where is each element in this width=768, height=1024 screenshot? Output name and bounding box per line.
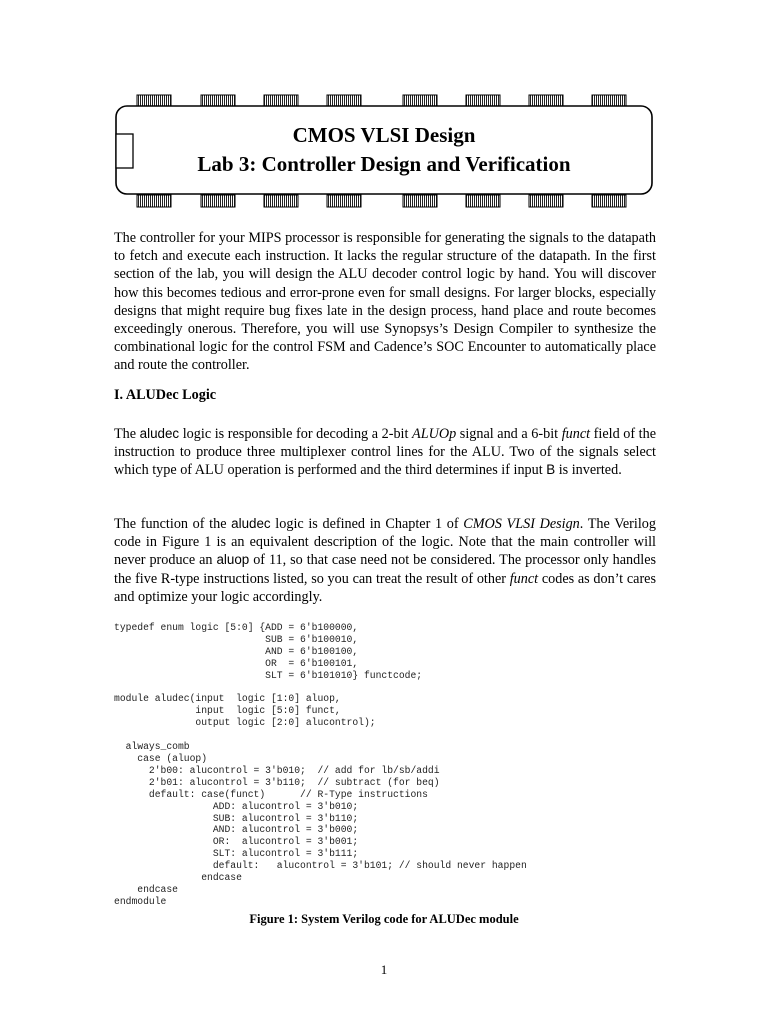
chip-pin [529, 195, 563, 207]
verilog-code-listing: typedef enum logic [5:0] {ADD = 6'b100000, SUB = 6'b100010, AND = 6'b100100, OR = 6'b100101, SLT = 6'b101010} functcode; module aludec(input logic [1:0] aluop, input logic [5:0] funct, output logic [2:0] alucontrol); always_comb case (aluop) 2'b00: alucontrol = 3'b010; // add for lb/sb/addi 2'b01: alucontrol = 3'b110; // subtract (for beq) default: case(funct) // R-Type instructions ADD: alucontrol = 3'b010; SUB: alucontrol = 3'b110; AND: alucontrol = 3'b000; OR: alucontrol = 3'b001; SLT: alucontrol = 3'b111; default: alucontrol = 3'b101; // should never happen endcase endcase endmodule [114, 622, 527, 907]
b-term: B [546, 462, 556, 478]
title-line-1: CMOS VLSI Design [292, 123, 476, 147]
book-title: CMOS VLSI Design [463, 516, 580, 532]
intro-paragraph: The controller for your MIPS processor is responsible for generating the signals to the datapath to fetch and execute each instruction. It lacks the regular structure of the datapath. In the first section of the lab, you will design the ALU decoder control logic by hand. You will discover how this becomes tedious and error-prone even for small designs. For larger blocks, especially designs that might require bug fixes late in the design process, hand place and route becomes exceedingly onerous. Therefore, you will use Synopsys’s Design Compiler to synthesize the combinational logic for the control FSM and Cadence’s SOC Encounter to automatically place and route the controller. [114, 230, 656, 374]
chip-pin [264, 195, 298, 207]
function-paragraph: The function of the aludec logic is defined in Chapter 1 of CMOS VLSI Design. The Verilog code in Figure 1 is an equivalent description of the logic. Note that the main controller will never produce an aluop of 11, so that case need not be considered. The processor only handles the five R-type instructions listed, so you can treat the result of other funct codes as don’t cares and optimize your logic accordingly. [114, 516, 657, 605]
chip-header-graphic [0, 0, 768, 215]
aluop-term: ALUOp [412, 426, 457, 442]
chip-body [116, 106, 652, 194]
figure-caption: Figure 1: System Verilog code for ALUDec module [249, 912, 519, 926]
title-line-2: Lab 3: Controller Design and Verification [197, 152, 571, 176]
aludec-paragraph: The aludec logic is responsible for decoding a 2-bit ALUOp signal and a 6-bit funct field of the instruction to produce three multiplexer control lines for the ALU. Two of the signals select which type of ALU operation is performed and the third determines if input B is inverted. [114, 426, 657, 479]
funct-term: funct [509, 570, 539, 587]
chip-pin [327, 195, 361, 207]
chip-pin [403, 195, 437, 207]
chip-pin [137, 195, 171, 207]
aluop-term: aluop [216, 552, 250, 568]
chip-pin [592, 195, 626, 207]
chip-pin [201, 195, 235, 207]
chip-pins-bottom [137, 195, 626, 207]
section-heading: I. ALUDec Logic [114, 387, 217, 403]
aludec-term: aludec [231, 516, 271, 531]
chip-pin [466, 195, 500, 207]
page-number: 1 [380, 962, 388, 977]
funct-term: funct [561, 426, 591, 442]
aludec-term: aludec [139, 426, 180, 441]
